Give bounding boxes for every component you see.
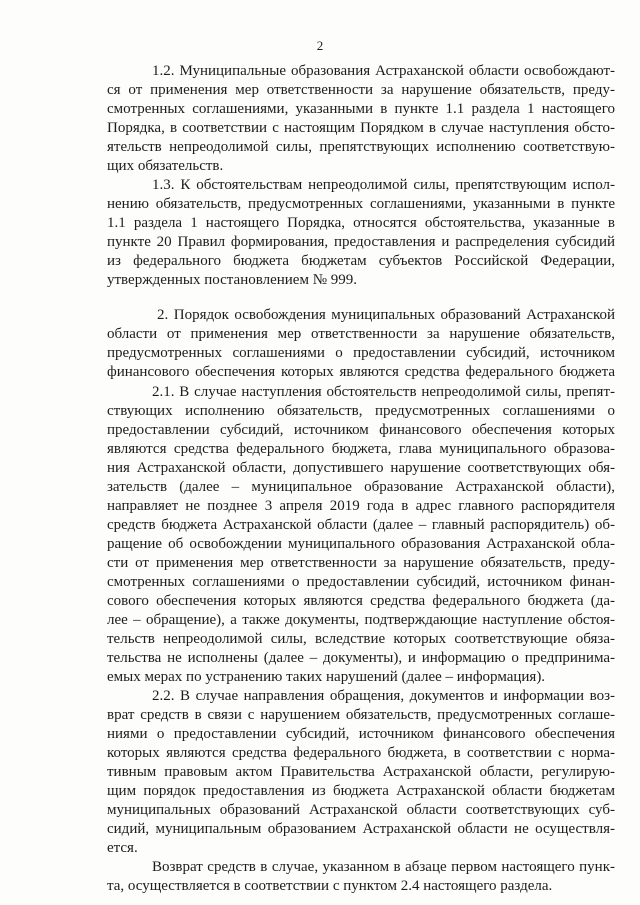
paragraph-p1-3 bbox=[107, 176, 615, 290]
text-line: щим порядок предоставления из бюджета Астраханской области бюджетам bbox=[107, 783, 615, 799]
text-line: сти от применения мер ответственности за нарушение обязательств, преду- bbox=[107, 555, 615, 571]
paragraph-p1-2 bbox=[107, 62, 615, 176]
text-line: пункте 20 Правил формирования, предоставления и распределения субсидий bbox=[107, 234, 615, 250]
text-line: 2.2. В случае направления обращения, документов и информации воз- bbox=[152, 688, 615, 704]
text-line: ствующих исполнению обязательств, предусмотренных соглашениями о bbox=[107, 403, 615, 419]
text-line: которых являются средства федерального бюджета, в соответствии с норма- bbox=[107, 745, 615, 761]
page-number: 2 bbox=[316, 38, 324, 53]
text-line: ращение об освобождении муниципального образования Астраханской обла- bbox=[107, 536, 615, 552]
paragraph-heading-2 bbox=[107, 306, 615, 382]
text-line: смотренных соглашениями, указанными в пункте 1.1 раздела 1 настоящего bbox=[107, 101, 615, 117]
text-line: щих обязательств. bbox=[107, 158, 224, 174]
text-line: предусмотренных соглашениями о предоставлении субсидий, источником bbox=[107, 345, 615, 361]
text-line: 1.1 раздела 1 настоящего Порядка, относятся обстоятельства, указанные в bbox=[107, 215, 615, 231]
text-line: врат средств в связи с нарушением обязательств, предусмотренных соглаше- bbox=[107, 707, 615, 723]
text-line: зательств (далее – муниципальное образование Астраханской области), bbox=[107, 479, 615, 495]
text-line: лее – обращение), а также документы, подтверждающие наступление обстоя- bbox=[107, 612, 615, 628]
text-line: области от применения мер ответственности за нарушение обязательств, bbox=[107, 326, 615, 342]
text-line: тельств непреодолимой силы, вследствие которых соответствующие обяза- bbox=[107, 631, 615, 647]
text-line: из федерального бюджета бюджетам субъектов Российской Федерации, bbox=[107, 253, 615, 269]
text-line: ятельств непреодолимой силы, препятствующих исполнению соответствую- bbox=[107, 139, 615, 155]
text-line: емых мерах по устранению таких нарушений (далее – информация). bbox=[107, 669, 546, 685]
paragraph-p2-2-b bbox=[107, 858, 615, 896]
text-line: финансового обеспечения которых являются средства федерального бюджета bbox=[107, 364, 615, 380]
text-line: 2.1. В случае наступления обстоятельств непреодолимой силы, препят- bbox=[152, 384, 615, 400]
text-line: 1.2. Муниципальные образования Астраханской области освобождают- bbox=[152, 63, 615, 79]
text-line: смотренных соглашениями о предоставлении субсидий, источником финан- bbox=[107, 574, 615, 590]
text-line: средств бюджета Астраханской области (далее – главный распорядитель) об- bbox=[107, 517, 615, 533]
text-line: сидий, муниципальным образованием Астраханской области не осуществля- bbox=[107, 821, 615, 837]
text-line: ния Астраханской области, допустившего нарушение соответствующих обя- bbox=[107, 460, 615, 476]
text-line: являются средства федерального бюджета, глава муниципального образова- bbox=[107, 441, 615, 457]
text-line: нению обязательств, предусмотренных соглашениями, указанными в пункте bbox=[107, 196, 615, 212]
text-line: ется. bbox=[107, 840, 138, 856]
text-line: предоставлении субсидий, источником финансового обеспечения которых bbox=[107, 422, 615, 438]
text-line: 1.3. К обстоятельствам непреодолимой силы, препятствующим испол- bbox=[152, 177, 615, 193]
text-line: тивным правовым актом Правительства Астраханской области, регулирую- bbox=[107, 764, 615, 780]
text-line: 2. Порядок освобождения муниципальных образований Астраханской bbox=[157, 307, 615, 323]
text-line: та, осуществляется в соответствии с пунктом 2.4 настоящего раздела. bbox=[107, 878, 553, 894]
text-line: ниями о предоставлении субсидий, источником финансового обеспечения bbox=[107, 726, 615, 742]
text-line: муниципальных образований Астраханской области соответствующих суб- bbox=[107, 802, 615, 818]
text-line: ся от применения мер ответственности за нарушение обязательств, преду- bbox=[107, 82, 615, 98]
paragraph-p2-2 bbox=[107, 687, 615, 858]
text-line: тельства не исполнены (далее – документы), и информацию о предпринима- bbox=[107, 650, 615, 666]
text-line: направляет не позднее 3 апреля 2019 года в адрес главного распорядителя bbox=[107, 498, 615, 514]
paragraph-p2-1 bbox=[107, 383, 615, 687]
text-line: утвержденных постановлением № 999. bbox=[107, 272, 358, 288]
text-line: Порядка, в соответствии с настоящим Порядком в случае наступления обсто- bbox=[107, 120, 615, 136]
text-line: сового обеспечения которых являются средства федерального бюджета (да- bbox=[107, 593, 615, 609]
text-line: Возврат средств в случае, указанном в абзаце первом настоящего пунк- bbox=[152, 859, 615, 875]
